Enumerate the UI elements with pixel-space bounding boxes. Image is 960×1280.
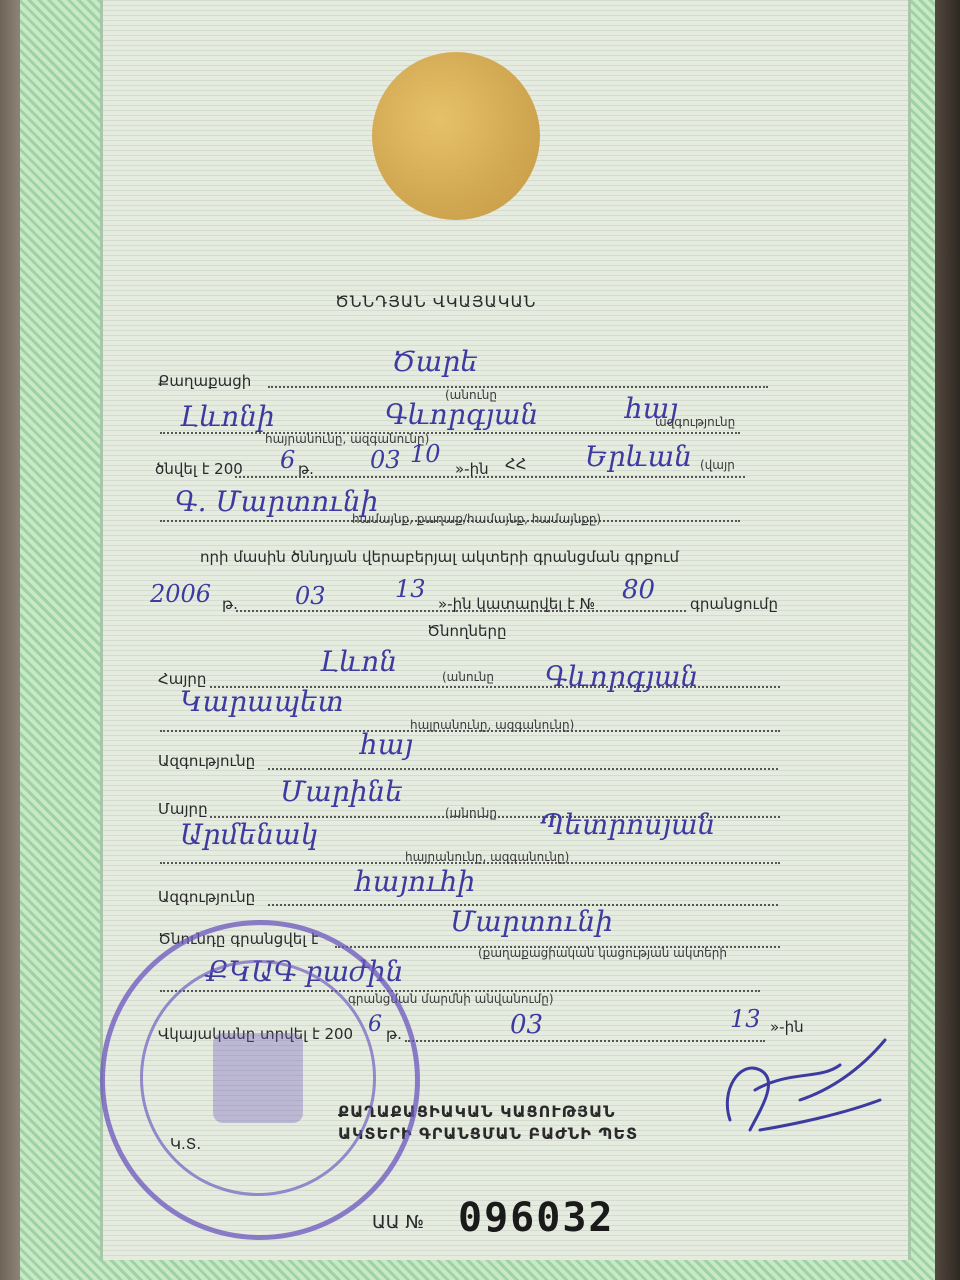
hw-issue-year: 6	[368, 1012, 382, 1037]
line-surname	[160, 432, 740, 434]
label-citizen: Քաղաքացի	[158, 372, 252, 390]
stamp-inner-ring	[140, 960, 376, 1196]
label-mother-nationality: Ազգությունը	[158, 888, 256, 906]
hw-rec-year: 2006	[150, 580, 212, 608]
label-month-suffix: »-ին	[770, 1018, 804, 1036]
hw-year: 6	[280, 446, 296, 474]
label-issued: Վկայականը տրվել է 200	[158, 1025, 354, 1043]
line-record	[236, 610, 686, 612]
label-registered: »-ին կատարվել է №	[438, 595, 596, 613]
hw-mother-nationality: հայուհի	[355, 865, 476, 898]
hw-father-patronymic: Կարապետ	[180, 685, 344, 718]
label-father: Հայրը	[158, 670, 207, 688]
hw-father-surname: Գևորգյան	[545, 660, 699, 693]
hw-month: 03	[370, 446, 401, 474]
caption-name: (անունը	[445, 388, 498, 402]
label-issue-year-suffix: թ.	[386, 1025, 402, 1043]
label-father-nationality: Ազգությունը	[158, 752, 256, 770]
label-born: ծնվել է 200	[155, 460, 243, 478]
caption-surname: հայրանունը, ազգանունը)	[265, 432, 430, 446]
serial-number: 096032	[458, 1195, 615, 1241]
label-series: ԱԱ №	[372, 1212, 425, 1233]
hw-father-name: Լևոն	[320, 645, 398, 678]
hw-father-nationality: հայ	[360, 728, 414, 761]
label-stamp-place: Կ.Տ.	[170, 1135, 202, 1153]
label-year-suffix: թ.	[298, 460, 314, 478]
office-title-2: ԱԿՏԵՐԻ ԳՐԱՆՑՄԱՆ ԲԱԺՆԻ ՊԵՏ	[338, 1124, 639, 1143]
official-stamp	[100, 920, 420, 1240]
hw-surname: Գևորգյան	[385, 398, 539, 431]
hw-mother-surname: Պետրոսյան	[540, 808, 716, 841]
label-record: գրանցումը	[690, 595, 779, 613]
line-born	[235, 476, 745, 478]
office-title-1: ՔԱՂԱՔԱՑԻԱԿԱՆ ԿԱՑՈՒԹՅԱՆ	[338, 1102, 616, 1121]
hw-nationality: հայ	[625, 392, 679, 425]
caption-region: համայնք, քաղաք/համայնք, համայնքը)	[352, 512, 602, 526]
caption-mother-name: (անունը	[445, 806, 498, 820]
hw-mother-patronymic: Արմենակ	[180, 818, 319, 851]
hw-rec-number: 80	[622, 575, 656, 605]
caption-place: (վայր	[700, 458, 735, 472]
hw-rec-day: 13	[395, 575, 426, 603]
signature	[700, 1030, 890, 1150]
caption-registry2: գրանցման մարմնի անվանումը)	[348, 992, 554, 1006]
caption-mother-surname: հայրանունը, ազգանունը)	[405, 850, 570, 864]
hw-issue-day: 13	[730, 1005, 761, 1033]
hw-mother-name: Մարինե	[280, 775, 403, 808]
hw-registry2: ՔԿԱԳ բաժին	[205, 955, 404, 988]
hw-place: Երևան	[585, 440, 693, 473]
line-citizen	[268, 386, 768, 388]
label-parents: Ծնողները	[427, 622, 507, 640]
label-day-suffix: »-ին	[455, 460, 489, 478]
caption-registry: (քաղաքացիական կացության ակտերի	[478, 946, 727, 960]
hw-rec-month: 03	[295, 582, 326, 610]
hw-region: Գ. Մարտունի	[175, 485, 379, 518]
coat-of-arms-icon	[213, 1033, 303, 1123]
caption-father-name: (անունը	[442, 670, 495, 684]
label-mother: Մայրը	[158, 800, 208, 818]
hw-patronymic: Լևոնի	[180, 400, 275, 433]
caption-nationality: ազգությունը	[655, 415, 736, 429]
caption-father-surname: հայրանունը, ազգանունը)	[410, 718, 575, 732]
label-birth-registered: Ծնունդը գրանցվել է	[158, 930, 319, 948]
gold-seal	[372, 52, 540, 220]
hw-issue-month: 03	[510, 1010, 544, 1040]
label-year-suffix2: թ.	[222, 595, 238, 613]
line-father-nationality	[268, 768, 778, 770]
document-title: ԾՆՆԴՅԱՆ ՎԿԱՅԱԿԱՆ	[335, 292, 537, 311]
hw-registry: Մարտունի	[450, 905, 614, 938]
label-act-record: որի մասին ծննդյան վերաբերյալ ակտերի գրանցման գրքում	[200, 548, 679, 566]
hw-place-prefix: ՀՀ	[505, 455, 527, 473]
hw-day: 10	[410, 440, 441, 468]
hw-given-name: Ծարե	[392, 345, 478, 378]
